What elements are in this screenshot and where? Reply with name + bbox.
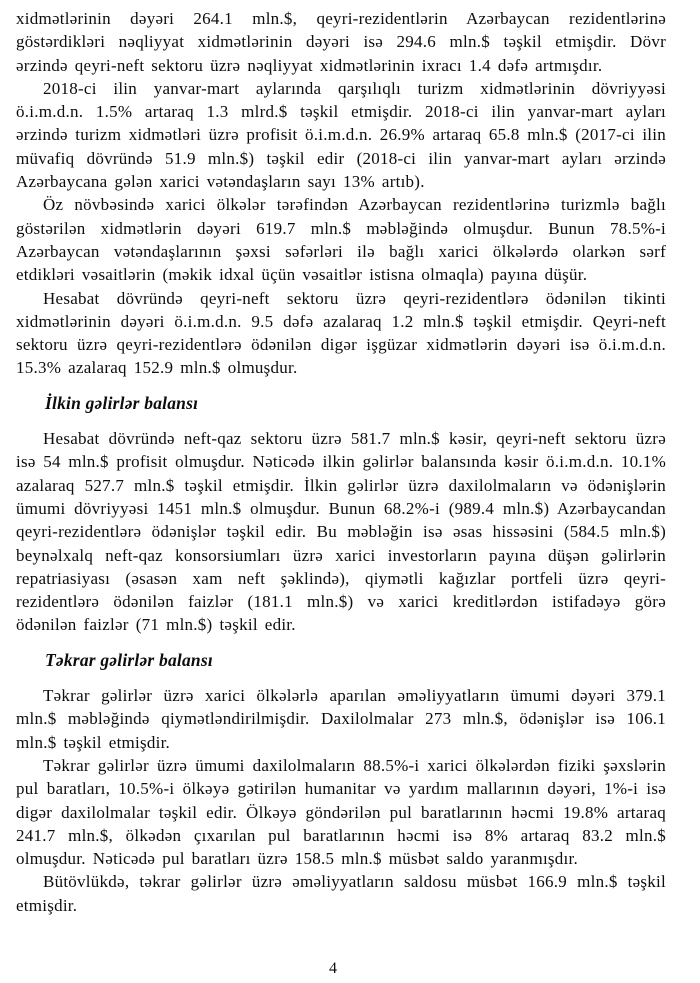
paragraph-primary-income-details: Hesabat dövründə neft-qaz sektoru üzrə 581.7 mln.$ kəsir, qeyri-neft sektoru üzrə isə 54 mln.$ profisit olmuşdur. Nəticədə ilkin gəlirlər balansında kəsir ö.i.m.d.n. 10.1% azalaraq 527.7 mln.$ təşkil etmişdir. İlkin gəlirlər üzrə daxilolmaların və ödənişlərin ümumi dövriyyəsi 1451 mln.$ olmuşdur. Bunun 68.2%-i (989.4 mln.$) Azərbaycandan qeyri-rezidentlərə ödənişlər təşkil edir. Bu məbləğin isə əsas hissəsini (584.5 mln.$) beynəlxalq neft-qaz konsorsiumları üzrə xarici investorların payına düşən gəlirlərin repatriasiyası (əsasən xam neft şəklində), qiymətli kağızlar portfeli üzrə qeyri-rezidentlərə ödənilən faizlər (181.1 mln.$) və xarici kreditlərdən istifadəyə görə ödənilən faizlər (71 mln.$) təşkil edir. [16,429,666,635]
paragraph-remittances: Təkrar gəlirlər üzrə ümumi daxilolmaların 88.5%-i xarici ölkələrdən fiziki şəxslərin pul baratları, 10.5%-i ölkəyə gətirilən humanitar və yardım mallarının dəyəri, 1%-i isə digər daxilolmalar təşkil edir. Ölkəyə göndərilən pul baratlarının həcmi 19.8% artaraq 241.7 mln.$, ölkədən çıxarılan pul baratlarının həcmi isə 8% artaraq 83.2 mln.$ olmuşdur. Nəticədə pul baratları üzrə 158.5 mln.$ müsbət saldo yaranmışdır. [16,755,666,869]
paragraph-transport-services: xidmətlərinin dəyəri 264.1 mln.$, qeyri-rezidentlərin Azərbaycan rezidentlərinə göstərdikləri nəqliyyat xidmətlərinin dəyəri isə 294.6 mln.$ təşkil etmişdir. Dövr ərzində qeyri-neft sektoru üzrə nəqliyyat xidmətlərinin ixracı 1.4 dəfə artmışdır. [16,9,666,75]
page-number: 4 [329,960,337,977]
page-content [16,7,666,917]
paragraph-tourism-foreign-services: Öz növbəsində xarici ölkələr tərəfindən Azərbaycan rezidentlərinə turizmlə bağlı göstərilən xidmətlərin dəyəri 619.7 mln.$ məbləğində olmuşdur. Bunun 78.5%-i Azərbaycan vətəndaşlarının şəxsi səfərləri ilə bağlı xarici ölkələrdə olarkən sərf etdikləri vəsaitlərin (məkik idxal üçün vəsaitlər istisna olmaqla) payına düşür. [16,195,666,285]
section-heading-primary-income: İlkin gəlirlər balansı [45,392,199,413]
paragraph-construction-business-services: Hesabat dövründə qeyri-neft sektoru üzrə qeyri-rezidentlərə ödənilən tikinti xidmətlərinin dəyəri ö.i.m.d.n. 9.5 dəfə azalaraq 1.2 mln.$ təşkil etmişdir. Qeyri-neft sektoru üzrə qeyri-rezidentlərə ödənilən digər işgüzar xidmətlərin dəyəri isə ö.i.m.d.n. 15.3% azalaraq 152.9 mln.$ olmuşdur. [16,288,666,378]
paragraph-secondary-income-total: Təkrar gəlirlər üzrə xarici ölkələrlə aparılan əməliyyatların ümumi dəyəri 379.1 mln.$ məbləğində qiymətləndirilmişdir. Daxilolmalar 273 mln.$, ödənişlər isə 106.1 mln.$ təşkil etmişdir. [16,686,666,752]
section-heading-secondary-income: Təkrar gəlirlər balansı [45,649,213,670]
paragraph-tourism-turnover: 2018-ci ilin yanvar-mart aylarında qarşılıqlı turizm xidmətlərinin dövriyyəsi ö.i.m.d.n. 1.5% artaraq 1.3 mlrd.$ təşkil etmişdir. 2018-ci ilin yanvar-mart ayları ərzində turizm xidmətləri üzrə profisit ö.i.m.d.n. 26.9% artaraq 65.8 mln.$ (2017-ci ilin müvafiq dövründə 51.9 mln.$) təşkil edir (2018-ci ilin yanvar-mart ayları ərzində Azərbaycana gələn xarici vətəndaşların sayı 13% artıb). [16,78,666,192]
paragraph-secondary-income-balance: Bütövlükdə, təkrar gəlirlər üzrə əməliyyatların saldosu müsbət 166.9 mln.$ təşkil etmişdir. [16,872,666,915]
